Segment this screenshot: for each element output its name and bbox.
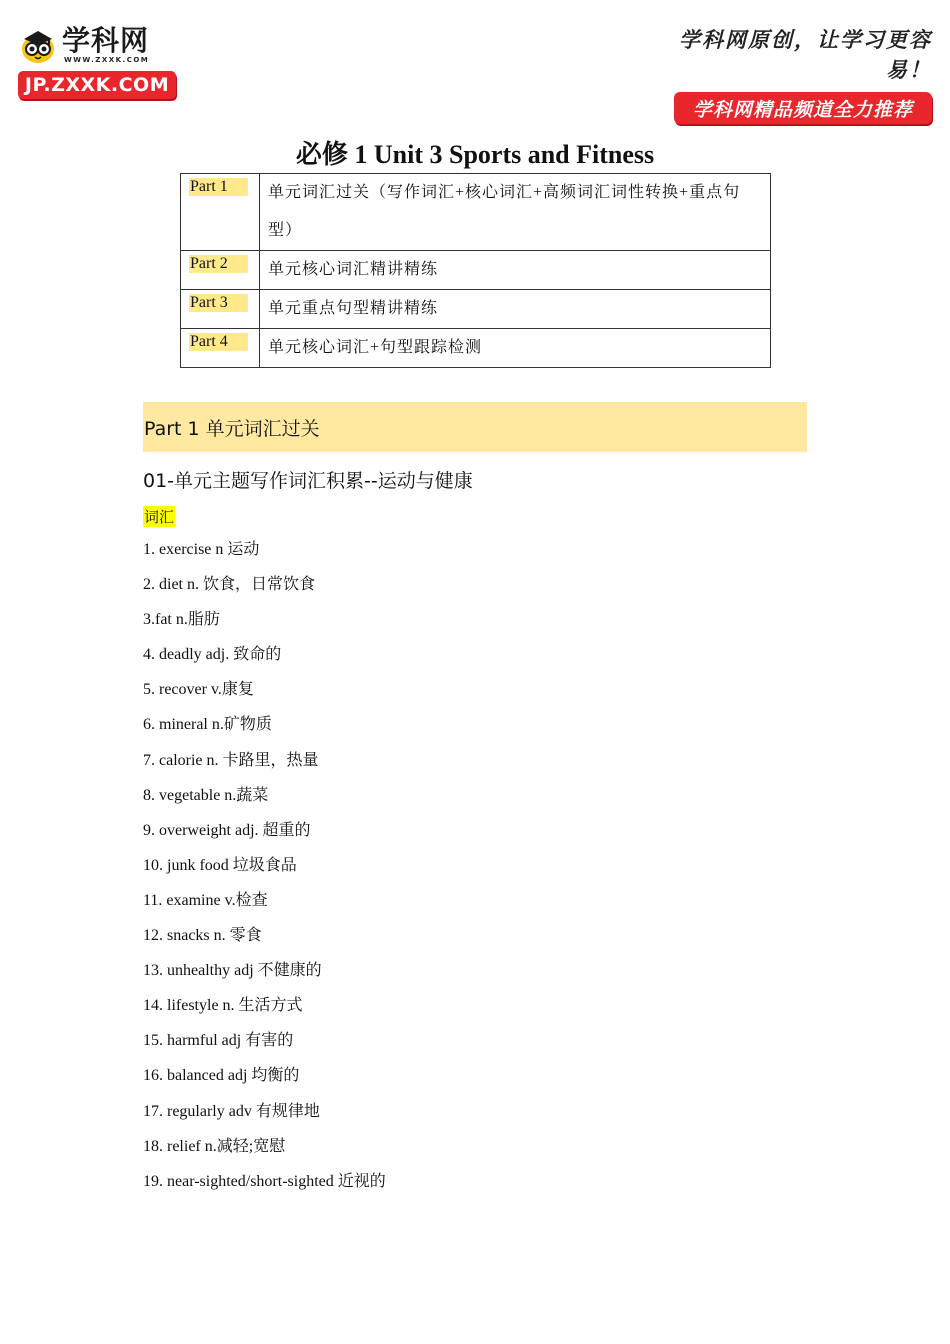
vocab-list [143, 539, 386, 1206]
part-label: Part 3 [189, 294, 248, 312]
list-item: 14. lifestyle n. 生活方式 [143, 997, 303, 1015]
part-description: 单元核心词汇+句型跟踪检测 [260, 329, 771, 368]
list-item: 19. near-sighted/short-sighted 近视的 [143, 1172, 386, 1190]
section-heading-band: Part 1 单元词汇过关 [143, 402, 807, 452]
list-item: 18. relief n.减轻;宽慰 [143, 1137, 286, 1155]
section-subheading: 01-单元主题写作词汇积累--运动与健康 [143, 470, 473, 492]
part-description: 单元核心词汇精讲精练 [260, 251, 771, 290]
list-item: 16. balanced adj 均衡的 [143, 1067, 300, 1085]
list-item: 8. vegetable n.蔬菜 [143, 786, 269, 804]
vocab-tag: 词汇 [144, 508, 175, 526]
site-logo[interactable] [18, 22, 178, 102]
list-item: 4. deadly adj. 致命的 [143, 646, 282, 664]
part-cell [181, 290, 260, 329]
list-item: 6. mineral n.矿物质 [143, 716, 272, 734]
table-row [181, 290, 771, 329]
table-row [181, 329, 771, 368]
logo-url-text: WWW.ZXXK.COM [64, 56, 150, 64]
list-item: 11. examine v.检查 [143, 891, 268, 909]
part-cell [181, 174, 260, 251]
list-item: 9. overweight adj. 超重的 [143, 821, 311, 839]
list-item: 12. snacks n. 零食 [143, 927, 262, 945]
contents-table [180, 173, 771, 368]
header-slogan [650, 24, 932, 124]
list-item: 1. exercise n 运动 [143, 541, 260, 558]
part-label: Part 1 [189, 178, 248, 196]
logo-chinese-name: 学科网 [62, 24, 150, 57]
part-cell [181, 329, 260, 368]
part-label: Part 4 [189, 333, 248, 351]
list-item: 13. unhealthy adj 不健康的 [143, 962, 322, 980]
part-description: 单元重点句型精讲精练 [260, 290, 771, 329]
list-item: 10. junk food 垃圾食品 [143, 856, 297, 874]
list-item: 2. diet n. 饮食，日常饮食 [143, 576, 315, 594]
part-label: Part 2 [189, 255, 248, 273]
list-item: 7. calorie n. 卡路里，热量 [143, 751, 319, 769]
list-item: 5. recover v.康复 [143, 681, 254, 699]
slogan-text: 学科网原创，让学习更容易！ [679, 27, 932, 82]
document-title: 必修 1 Unit 3 Sports and Fitness [295, 140, 655, 169]
list-item: 17. regularly adv 有规律地 [143, 1102, 320, 1120]
list-item: 3.fat n.脂肪 [143, 611, 220, 629]
table-row [181, 251, 771, 290]
table-row [181, 174, 771, 251]
part-description: 单元词汇过关（写作词汇+核心词汇+高频词汇词性转换+重点句型） [260, 174, 771, 251]
part-cell [181, 251, 260, 290]
logo-badge[interactable]: JP.ZXXK.COM [18, 71, 176, 99]
owl-mascot-icon [18, 25, 58, 65]
list-item: 15. harmful adj 有害的 [143, 1032, 294, 1050]
slogan-badge[interactable]: 学科网精品频道全力推荐 [674, 92, 932, 124]
